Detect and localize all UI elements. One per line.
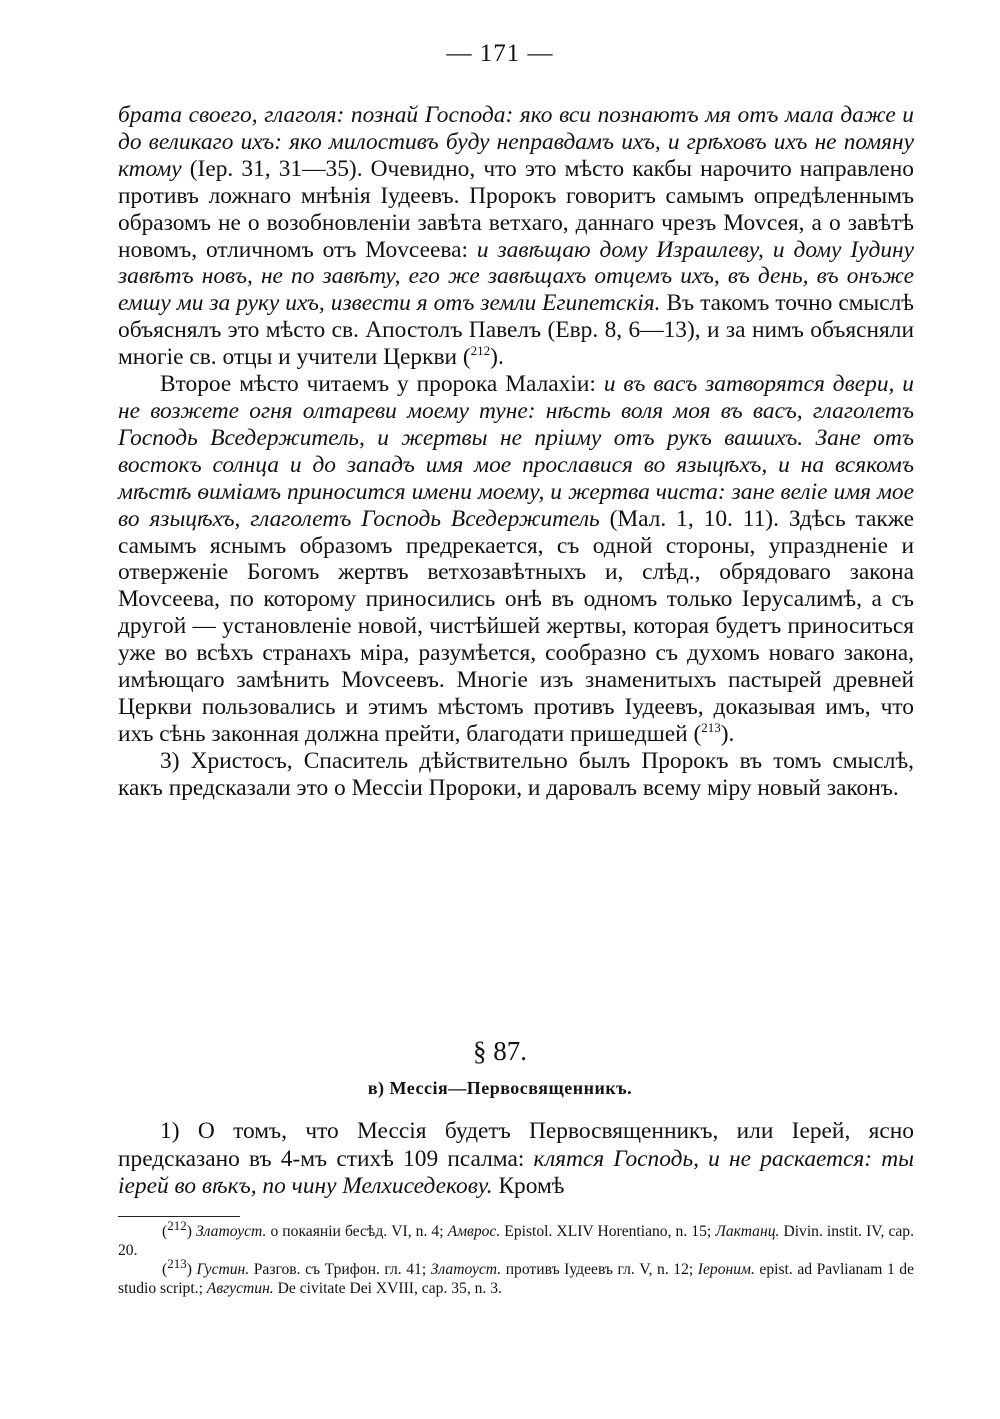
italic-run: Густин. <box>196 1261 250 1278</box>
text-run: Въ такомъ точно смыслѣ объяснялъ это мѣсто св. Апостолъ Павелъ (Евр. 8, 6—13), и за нимъ объясняли многіе св. отцы и учители Церкви ( <box>118 290 914 371</box>
footnote <box>118 1217 914 1260</box>
italic-run: Августин. <box>206 1280 274 1297</box>
paragraph <box>118 748 914 802</box>
paragraph <box>118 102 914 371</box>
text-run: 1) О томъ, что Мессія будетъ Первосвященникъ, или Iерей, ясно предсказано въ 4-мъ стихѣ 109 псалма: <box>118 1118 914 1172</box>
text-run: Разгов. съ Трифон. гл. 41; <box>249 1261 431 1278</box>
text-run: epist. ad Pavlianam 1 de studio script.; <box>118 1261 915 1297</box>
italic-run: Амврос. <box>447 1223 501 1240</box>
main-text <box>118 102 914 802</box>
footnote-ref: 213 <box>701 720 721 736</box>
footnote <box>118 1255 915 1298</box>
text-run: Второе мѣсто читаемъ у пророка Малахіи: <box>160 371 604 398</box>
italic-run: клятся Господь, и не раскается: ты іерей во вѣкъ, по чину Мелхиседекову. <box>118 1145 915 1199</box>
footnotes <box>118 1217 915 1298</box>
text-run: De civitate Dei XVIII, cap. 35, n. 3. <box>273 1280 502 1297</box>
italic-run: Лактанц. <box>715 1223 780 1240</box>
text-run: Кромѣ <box>492 1173 565 1199</box>
text-run: (Мал. 1, 10. 11). Здѣсь также самымъ яснымъ образомъ предрекается, съ одной стороны, упраздненіе и отверженіе Богомъ жертвъ ветхозавѣтныхъ и, слѣд., обрядоваго закона Моvсеева, по которому приносились онѣ въ одномъ только Iерусалимѣ, а съ другой — установленіе новой, чистѣйшей жертвы, которая будетъ приноситься уже во всѣхъ странахъ міра, разумѣется, сообразно съ духомъ новаго закона, имѣющаго замѣнить Моvсеевъ. Многіе изъ знаменитыхъ пастырей древней Церкви пользовались и этимъ мѣстомъ противъ Iудеевъ, доказывая имъ, что ихъ сѣнь законная должна прейти, благодати пришедшей ( <box>118 505 914 747</box>
text-run: о покаяніи бесѣд. VI, n. 4; <box>266 1223 448 1240</box>
section-number: § 87. <box>473 1036 527 1066</box>
italic-run: и въ васъ затворятся двери, и не возжете огня олтареви моему туне: нѣсть воля моя въ васъ, глаголетъ Господь Вседержитель, и жертвы не пріиму отъ рукъ вашихъ. Зане отъ востокъ солнца и до западъ имя мое прославися во языцѣхъ, и на всякомъ мѣстѣ ѳиміамъ приносится имени моему, и жертва чиста: зане веліе имя мое во языцѣхъ, глаголетъ Господь Вседержитель <box>118 371 914 532</box>
section-text <box>118 1118 914 1201</box>
footnote-ref: 212 <box>167 1217 187 1233</box>
italic-run: брата своего, глаголя: познай Господа: яко вси познаютъ мя отъ мала даже и до великаго ихъ: яко милостивъ буду неправдамъ ихъ, и грѣховъ ихъ не помяну ктому <box>118 102 914 182</box>
text-run: ( <box>162 1223 168 1240</box>
text-run: противъ Iудеевъ гл. V, n. 12; <box>501 1261 698 1278</box>
page-number: — 171 — <box>446 40 554 67</box>
italic-run: Златоуст. <box>195 1223 267 1240</box>
text-run: Epistol. XLIV Horentiano, n. 15; <box>500 1223 716 1240</box>
footnote-ref: 213 <box>167 1255 187 1271</box>
text-run: ) <box>186 1223 196 1240</box>
paragraph <box>118 1118 914 1201</box>
text-run: ). <box>720 720 735 747</box>
text-run: ). <box>490 344 504 371</box>
footnote-ref: 212 <box>470 343 491 359</box>
text-run: 3) Христосъ, Спаситель дѣйствительно былъ Пророкъ въ томъ смыслѣ, какъ предсказали это о Мессіи Пророки, и даровалъ всему міру новый законъ. <box>118 747 914 801</box>
italic-run: и завѣщаю дому Израилеву, и дому Iудину завѣтъ новъ, не по завѣту, его же завѣщахъ отцемъ ихъ, въ день, въ онъже емшу ми за руку ихъ, извести я отъ земли Египетскія. <box>118 236 914 317</box>
paragraph <box>118 371 914 748</box>
text-run: ( <box>162 1261 168 1278</box>
text-run: Divin. instit. IV, cap. 20. <box>118 1223 914 1259</box>
italic-run: Iероним. <box>697 1261 755 1278</box>
text-run: ) <box>186 1261 197 1278</box>
text-run: (Iер. 31, 31—35). Очевидно, что это мѣсто какбы нарочито направлено противъ ложнаго мнѣнія Iудеевъ. Пророкъ говоритъ самымъ опредѣленнымъ образомъ не о возобновленіи завѣта ветхаго, даннаго чрезъ Моvсея, а о завѣтѣ новомъ, отличномъ отъ Моvсеева: <box>118 155 914 263</box>
italic-run: Златоуст. <box>430 1261 502 1278</box>
section-title: в) Мессія—Первосвященникъ. <box>367 1078 633 1098</box>
